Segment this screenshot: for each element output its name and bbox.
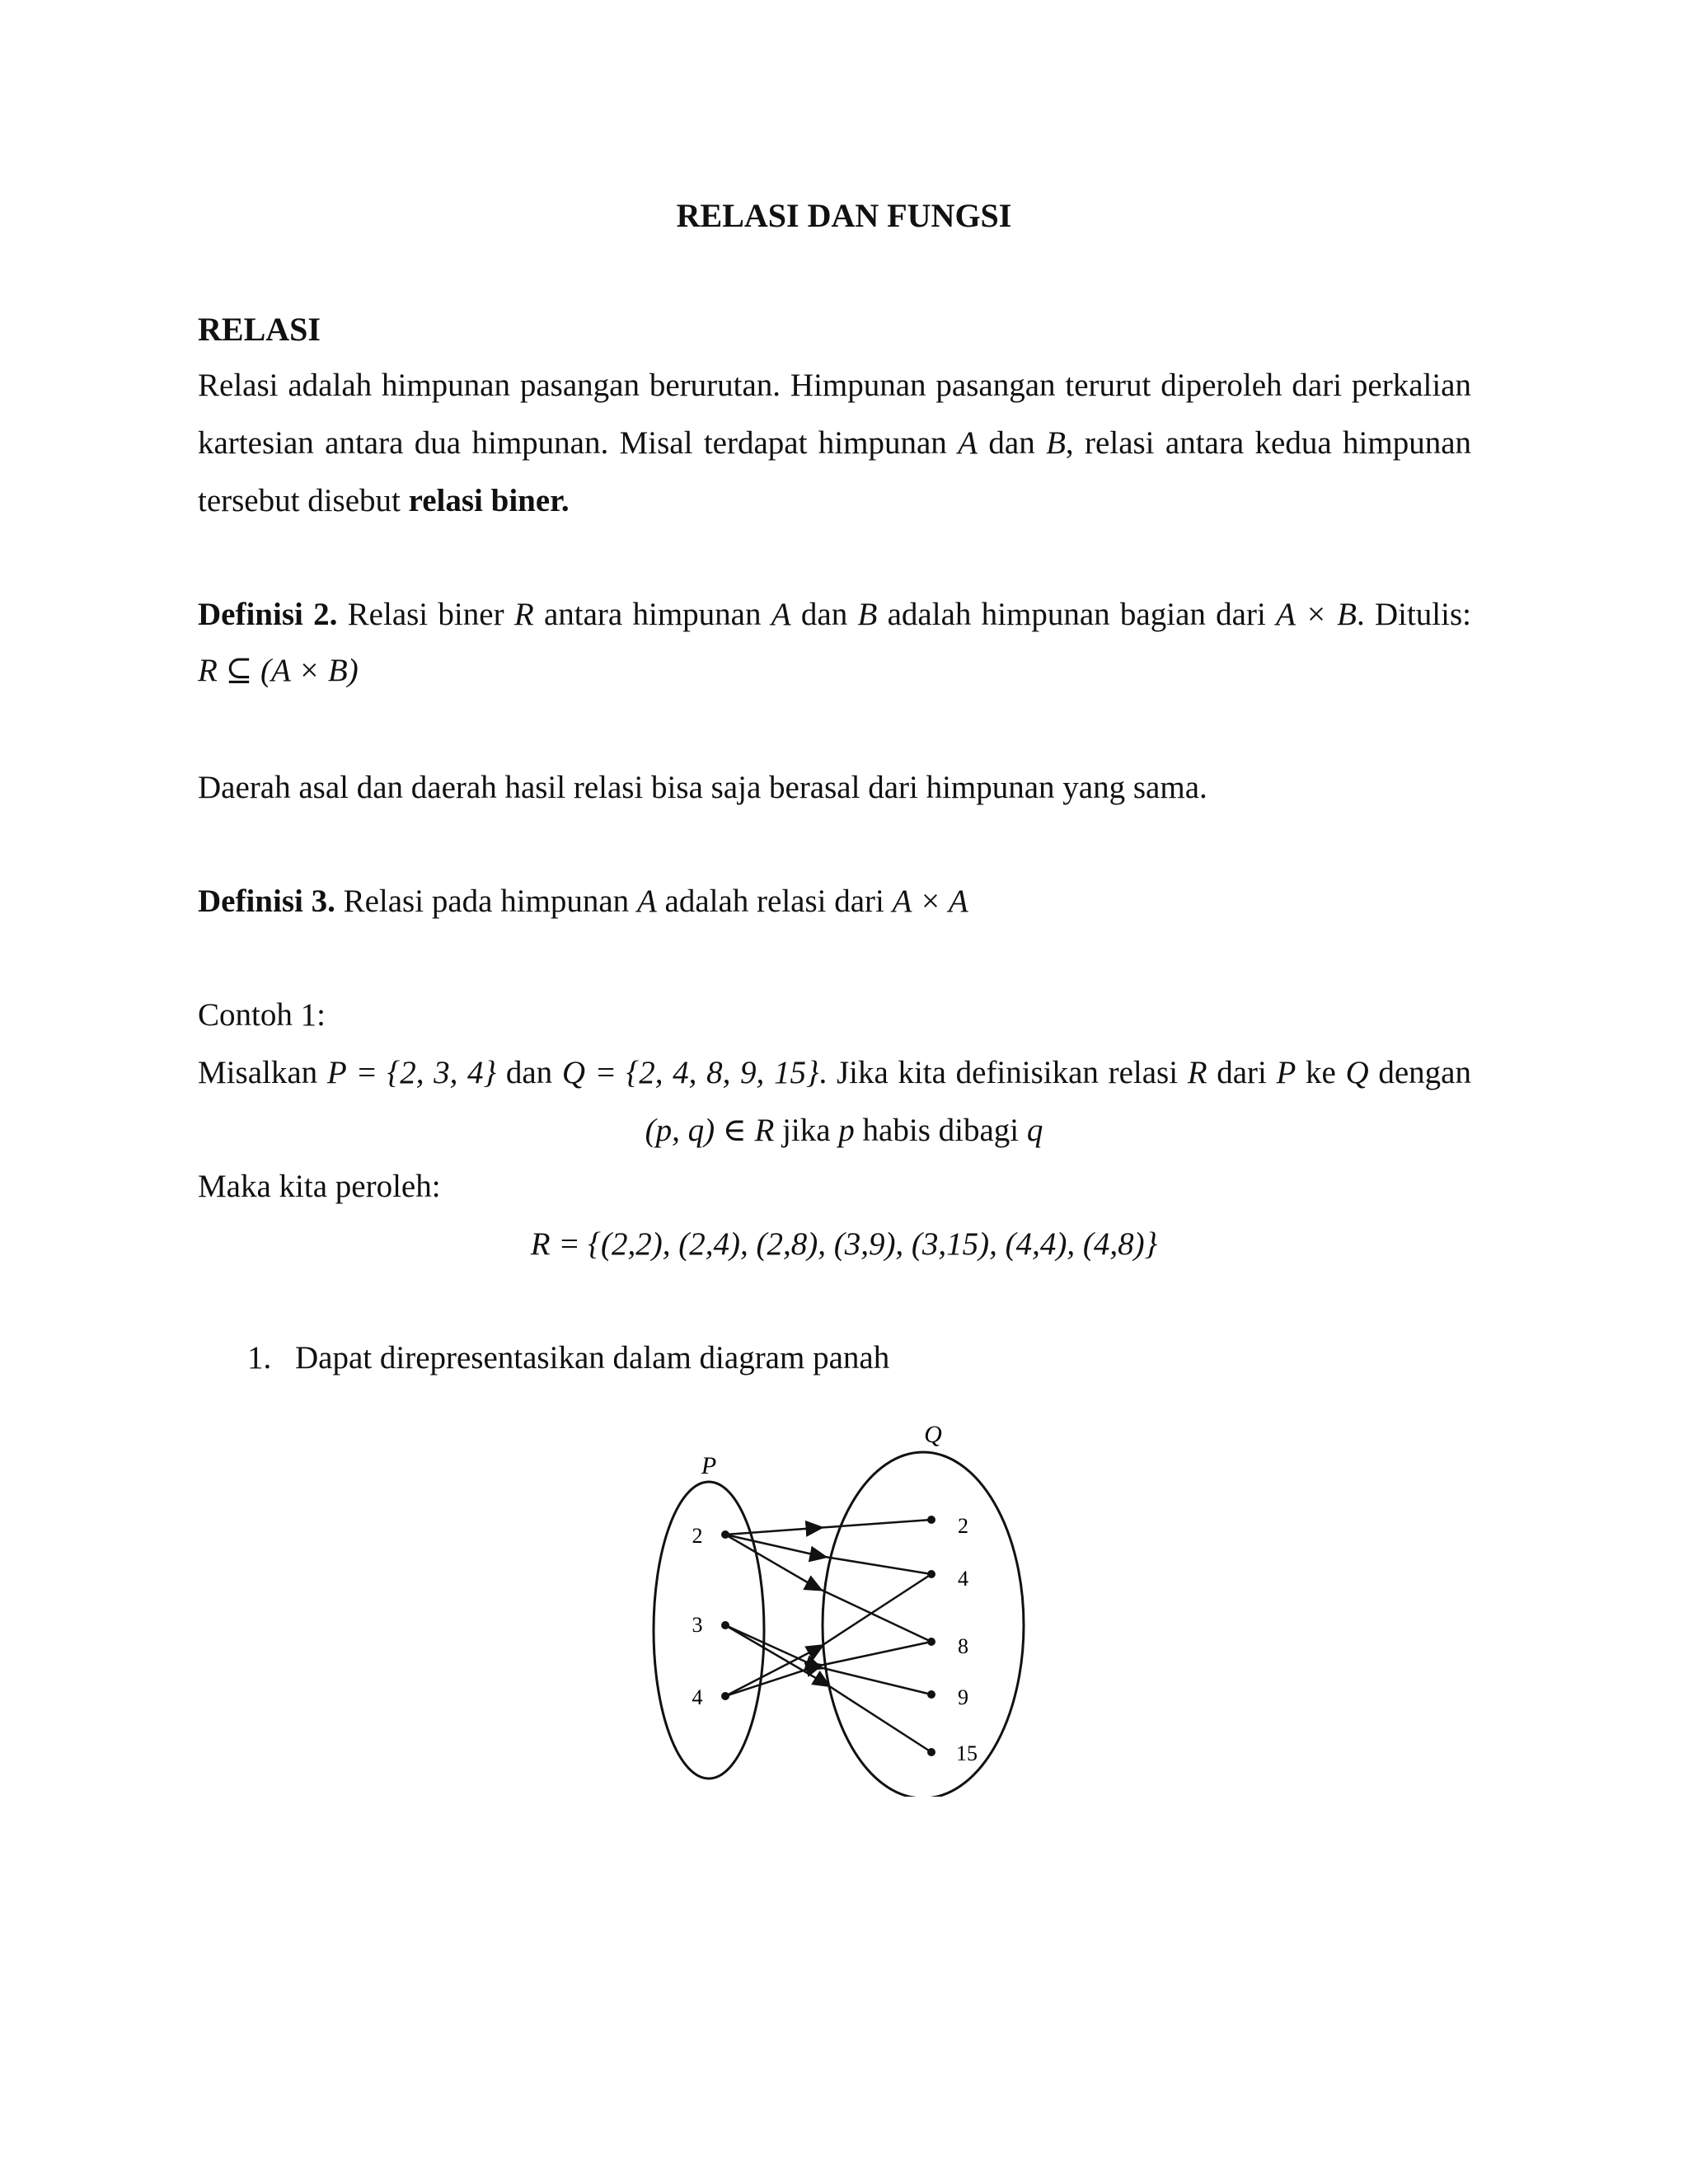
P-element-4: 4 bbox=[692, 1685, 703, 1709]
P-element-3: 3 bbox=[692, 1613, 703, 1637]
P-element-2: 2 bbox=[692, 1524, 703, 1548]
Q-element-15: 15 bbox=[956, 1741, 978, 1765]
list-item-1-text: Dapat direpresentasikan dalam diagram panah bbox=[295, 1340, 890, 1376]
relasi-paragraph-line-1: Relasi adalah himpunan pasangan berurutan. Himpunan pasangan terurut diperoleh dari perkalian bbox=[198, 368, 1471, 403]
dot-Q-8 bbox=[927, 1638, 935, 1646]
dot-Q-15 bbox=[927, 1748, 935, 1756]
result-label: Maka kita peroleh: bbox=[198, 1169, 441, 1204]
arrow-2-to-2 bbox=[725, 1520, 931, 1535]
list-item-1-number: 1. bbox=[247, 1340, 272, 1376]
dot-Q-4 bbox=[927, 1570, 935, 1578]
relasi-paragraph-line-3: tersebut disebut relasi biner. bbox=[198, 483, 570, 518]
relasi-paragraph-line-2: kartesian antara dua himpunan. Misal terdapat himpunan A dan B, relasi antara kedua himpunan bbox=[198, 425, 1472, 461]
example-label: Contoh 1: bbox=[198, 997, 326, 1033]
dot-P-4 bbox=[721, 1692, 729, 1700]
arrow-diagram bbox=[626, 1418, 1055, 1797]
definition-2-label: Definisi 2. bbox=[198, 597, 338, 632]
definition-3-label: Definisi 3. bbox=[198, 883, 335, 919]
set-P-label: P bbox=[701, 1452, 717, 1479]
set-Q-label: Q bbox=[924, 1421, 942, 1448]
domain-range-note: Daerah asal dan daerah hasil relasi bisa saja berasal dari himpunan yang sama. bbox=[198, 770, 1207, 805]
dot-P-2 bbox=[721, 1530, 729, 1539]
Q-element-2: 2 bbox=[958, 1514, 968, 1538]
dot-P-3 bbox=[721, 1621, 729, 1629]
relation-result-set: R = {(2,2), (2,4), (2,8), (3,9), (3,15), (4,4), (4,8)} bbox=[530, 1226, 1158, 1262]
document-title: RELASI DAN FUNGSI bbox=[676, 197, 1012, 234]
definition-2-line-1: Definisi 2. Relasi biner R antara himpunan A dan B adalah himpunan bagian dari A × B. Ditulis: bbox=[198, 597, 1471, 632]
Q-element-9: 9 bbox=[958, 1685, 968, 1709]
definition-3: Definisi 3. Relasi pada himpunan A adalah relasi dari A × A bbox=[198, 883, 968, 919]
set-P-ellipse bbox=[654, 1482, 764, 1779]
dot-Q-9 bbox=[927, 1690, 935, 1699]
relasi-biner-term: relasi biner. bbox=[408, 483, 570, 518]
Q-element-8: 8 bbox=[958, 1634, 968, 1658]
Q-element-4: 4 bbox=[958, 1567, 968, 1591]
example-sets-line: Misalkan P = {2, 3, 4} dan Q = {2, 4, 8, 9, 15}. Jika kita definisikan relasi R dari P ke Q dengan bbox=[198, 1055, 1471, 1090]
definition-2-formula: R ⊆ (A × B) bbox=[198, 653, 359, 688]
dot-Q-2 bbox=[927, 1516, 935, 1524]
relation-condition: (p, q) ∈ R jika p habis dibagi q bbox=[645, 1113, 1043, 1148]
section-heading-relasi: RELASI bbox=[198, 311, 321, 348]
